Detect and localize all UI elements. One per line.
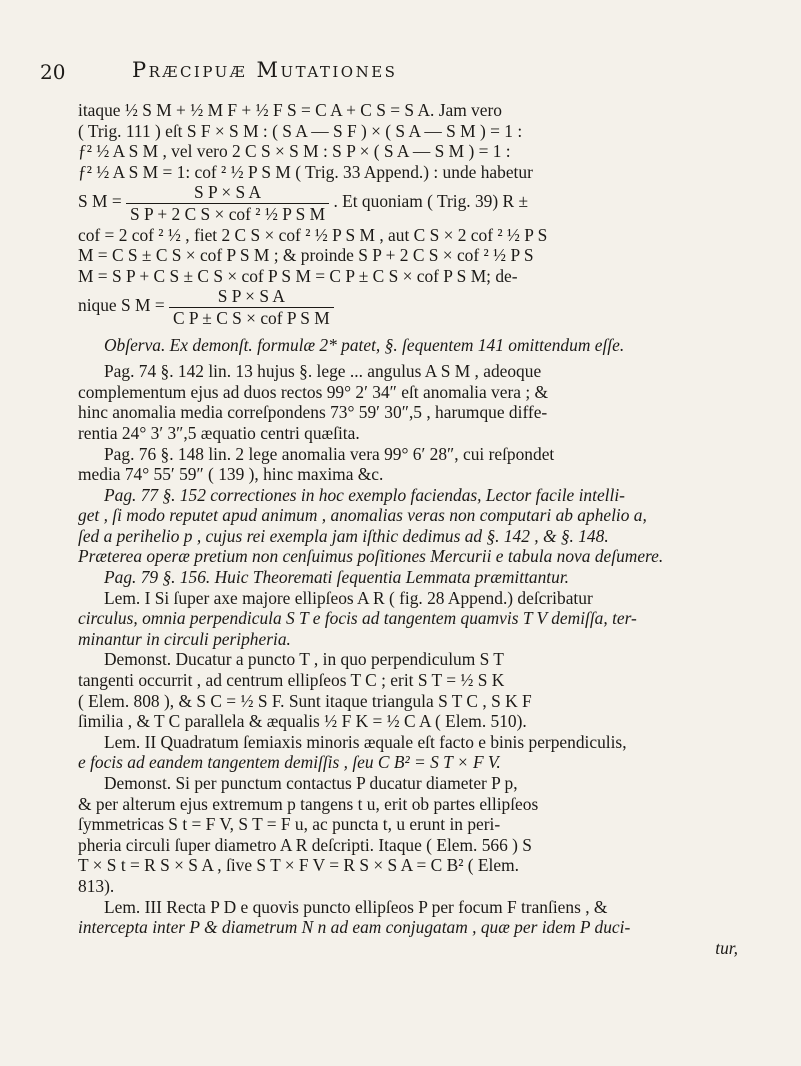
text-line: 813).	[78, 875, 115, 896]
text-line: ( Elem. 808 ), & S C = ½ S F. Sunt itaque triangula S T C , S K F	[78, 690, 532, 711]
text-line: get , ſi modo reputet apud animum , anomalias veras non computari ab aphelio a,	[78, 505, 647, 526]
body-text	[78, 100, 738, 958]
text-line: Pag. 79 §. 156. Huic Theoremati ſequentia Lemmata præmittantur.	[104, 567, 570, 588]
text-line: Lem. III Recta P D e quovis puncto ellipſeos P per focum F tranſiens , &	[104, 896, 608, 917]
text-line: intercepta inter P & diametrum N n ad eam conjugatam , quæ per idem P duci-	[78, 917, 631, 938]
text-line: M = S P + C S ± C S × cof P S M = C P ± C S × cof P S M; de-	[78, 265, 518, 286]
text-line: rentia 24° 3′ 3″,5 æquatio centri quæſita.	[78, 422, 360, 443]
formula-lhs: nique S M =	[78, 295, 165, 316]
fraction-denominator: C P ± C S × cof P S M	[172, 307, 330, 328]
fraction-denominator: S P + 2 C S × cof ² ½ P S M	[130, 203, 326, 224]
text-line: Pag. 77 §. 152 correctiones in hoc exemplo faciendas, Lector facile intelli-	[104, 484, 625, 505]
text-line: Pag. 74 §. 142 lin. 13 hujus §. lege ... angulus A S M , adeoque	[104, 361, 542, 382]
formula-fraction	[169, 286, 334, 328]
page-number: 20	[40, 60, 66, 84]
text-line: tangenti occurrit , ad centrum ellipſeos T C ; erit S T = ½ S K	[78, 670, 505, 691]
text-line: ſed a perihelio p , cujus rei exempla jam iſthic dedimus ad §. 142 , & §. 148.	[78, 525, 609, 546]
text-line: Demonst. Ducatur a puncto T , in quo perpendiculum S T	[104, 649, 504, 670]
text-line: M = C S ± C S × cof P S M ; & proinde S P + 2 C S × cof ² ½ P S	[78, 245, 534, 266]
text-line: e focis ad eandem tangentem demiſſis , ſeu C B² = S T × F V.	[78, 752, 501, 773]
text-line: Demonst. Si per punctum contactus P ducatur diameter P p,	[104, 773, 518, 793]
text-line: Pag. 76 §. 148 lin. 2 lege anomalia vera 99° 6′ 28″, cui reſpondet	[104, 443, 555, 464]
text-line: minantur in circuli peripheria.	[78, 628, 291, 649]
text-line: ƒ² ½ A S M , vel vero 2 C S × S M : S P × ( S A — S M ) = 1 :	[78, 141, 511, 162]
text-line: Lem. II Quadratum ſemiaxis minoris æquale eſt facto e binis perpendiculis,	[104, 731, 627, 752]
text-line: Obſerva. Ex demonſt. formulæ 2* patet, §. ſequentem 141 omittendum eſſe.	[104, 334, 625, 355]
page-header	[40, 52, 740, 82]
formula-line	[78, 182, 738, 224]
text-line: ſimilia , & T C parallela & æqualis ½ F K = ½ C A ( Elem. 510).	[78, 711, 527, 732]
text-line: pheria circuli ſuper diametro A R deſcripti. Itaque ( Elem. 566 ) S	[78, 834, 532, 855]
fraction-numerator: S P × S A	[126, 182, 329, 204]
text-line: ſymmetricas S t = F V, S T = F u, ac puncta t, u erunt in peri-	[78, 814, 501, 835]
text-line: Lem. I Si ſuper axe majore ellipſeos A R ( fig. 28 Append.) deſcribatur	[104, 587, 593, 608]
formula-lhs: S M =	[78, 191, 122, 212]
text-line: ( Trig. 111 ) eſt S F × S M : ( S A — S F ) × ( S A — S M ) = 1 :	[78, 120, 523, 141]
text-line: itaque ½ S M + ½ M F + ½ F S = C A + C S = S A. Jam vero	[78, 100, 502, 120]
text-line: ƒ² ½ A S M = 1: cof ² ½ P S M ( Trig. 33 Append.) : unde habetur	[78, 161, 533, 182]
text-line: complementum ejus ad duos rectos 99° 2′ 34″ eſt anomalia vera ; &	[78, 381, 549, 402]
text-line: cof = 2 cof ² ½ , fiet 2 C S × cof ² ½ P S M , aut C S × 2 cof ² ½ P S	[78, 224, 548, 245]
text-line: tur,	[715, 937, 738, 958]
text-line: hinc anomalia media correſpondens 73° 59′ 30″,5 , harumque diffe-	[78, 402, 548, 423]
formula-line	[78, 286, 738, 328]
text-line: Præterea operæ pretium non cenſuimus poſitiones Mercurii e tabula nova deſumere.	[78, 546, 664, 567]
formula-rhs: . Et quoniam ( Trig. 39) R ±	[333, 191, 529, 212]
text-line: circulus, omnia perpendicula S T e focis ad tangentem quamvis T V demiſſa, ter-	[78, 608, 637, 629]
text-line: media 74° 55′ 59″ ( 139 ), hinc maxima &c.	[78, 464, 384, 485]
formula-fraction	[126, 182, 329, 224]
running-title: Præcipuæ Mutationes	[132, 58, 398, 82]
fraction-numerator: S P × S A	[169, 286, 334, 308]
text-line: & per alterum ejus extremum p tangens t u, erit ob partes ellipſeos	[78, 793, 539, 814]
text-line: T × S t = R S × S A , ſive S T × F V = R S × S A = C B² ( Elem.	[78, 855, 519, 876]
